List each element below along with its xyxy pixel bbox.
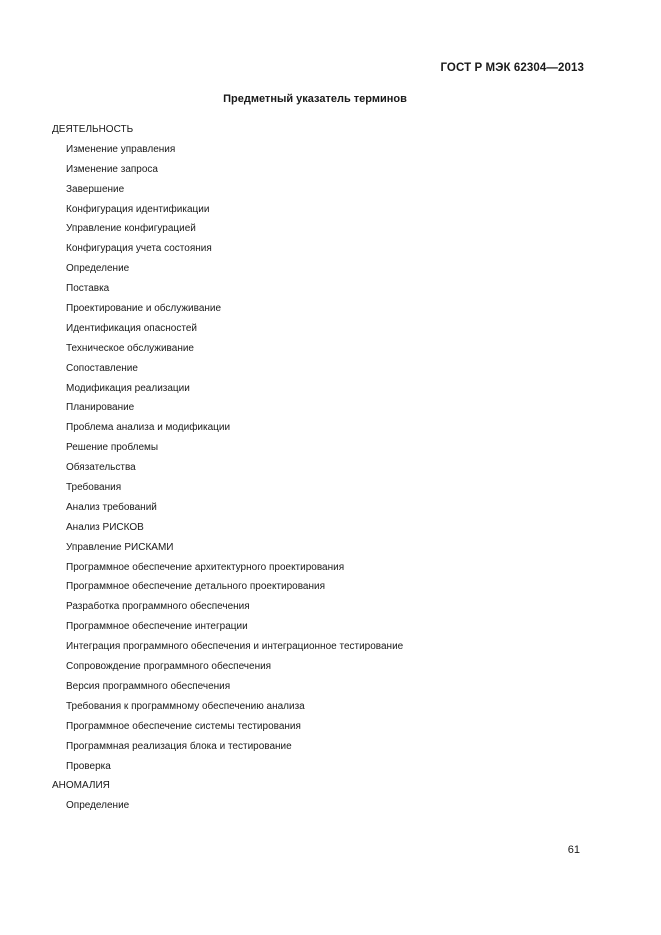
subterm-list [0,800,661,820]
index-subterm: Планирование [66,402,135,414]
index-subterm: Программное обеспечение детального проектирования [66,581,326,593]
index-subterm: Конфигурация идентификации [66,203,210,215]
index-subterm: Версия программного обеспечения [66,680,231,692]
index-title: Предметный указатель терминов [223,93,407,105]
index-term: АНОМАЛИЯ [52,780,110,792]
index-subterm: Анализ требований [66,501,157,513]
index-subterm: Программное обеспечение интеграции [66,621,248,633]
index-subterm: Решение проблемы [66,442,159,454]
index-subterm: Определение [66,800,130,812]
index-subterm: Техническое обслуживание [66,342,194,354]
index-subterm: Обязательства [66,462,136,474]
index-subterm: Конфигурация учета состояния [66,243,212,255]
index-group [0,124,661,780]
page-number: 61 [567,844,580,856]
index-subterm: Модификация реализации [66,382,190,394]
index-term: ДЕЯТЕЛЬНОСТЬ [52,124,134,135]
index-subterm: Изменение запроса [66,163,158,175]
index-subterm: Поставка [66,283,110,295]
index-subterm: Управление конфигурацией [66,223,196,235]
index-subterm: Сопоставление [66,362,138,374]
index-subterm: Интеграция программного обеспечения и интеграционное тестирование [66,641,404,653]
index-subterm: Разработка программного обеспечения [66,601,250,613]
index-subterm: Проектирование и обслуживание [66,303,222,315]
index-subterm: Определение [66,263,130,275]
index-subterm: Программное обеспечение архитектурного проектирования [66,561,345,573]
index-subterm: Анализ РИСКОВ [66,521,144,533]
index-subterm: Требования к программному обеспечению анализа [66,700,305,712]
index-entries [0,124,661,820]
index-subterm: Идентификация опасностей [66,322,197,334]
index-subterm: Программная реализация блока и тестирование [66,740,292,752]
index-subterm: Завершение [66,183,125,195]
index-subterm: Управление РИСКАМИ [66,541,174,553]
index-subterm: Программное обеспечение системы тестирования [66,720,301,732]
index-subterm: Сопровождение программного обеспечения [66,661,272,673]
document-code: ГОСТ Р МЭК 62304—2013 [440,62,584,74]
index-subterm: Проверка [66,760,111,772]
index-subterm: Требования [66,482,122,494]
subterm-list [0,144,661,781]
index-group [0,780,661,820]
index-subterm: Изменение управления [66,143,176,155]
index-subterm: Проблема анализа и модификации [66,422,231,434]
